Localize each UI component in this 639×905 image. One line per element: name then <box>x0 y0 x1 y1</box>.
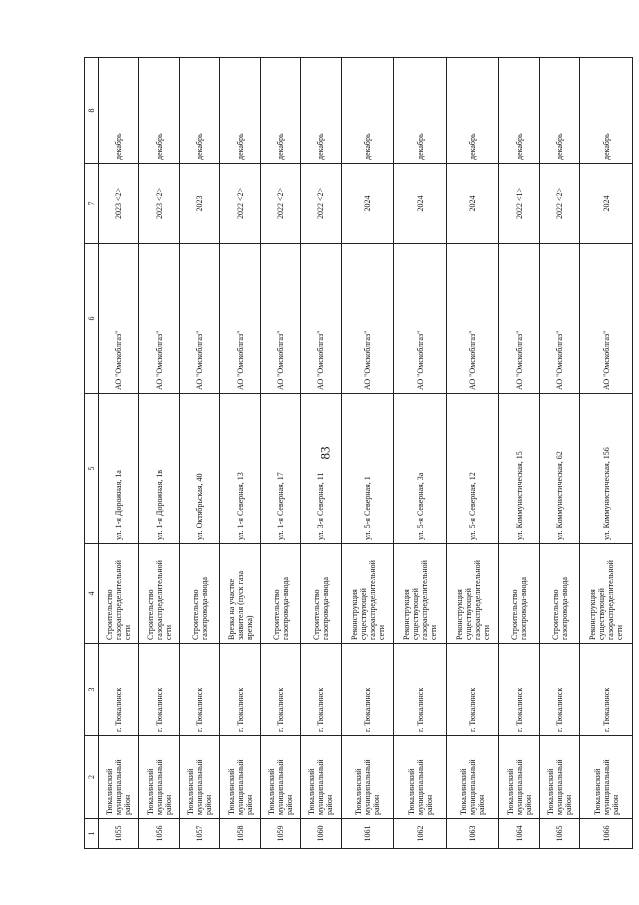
cell-org: АО "Омскоблгаз" <box>499 244 539 394</box>
cell-year: 2023 <2> <box>99 164 139 244</box>
cell-district: Тюкалинский муниципальный район <box>99 736 139 819</box>
column-header: 2 <box>85 736 99 819</box>
cell-city: г. Тюкалинск <box>539 644 579 736</box>
cell-work: Строительство газопровода-ввода <box>301 544 341 644</box>
cell-org: АО "Омскоблгаз" <box>139 244 179 394</box>
cell-work: Реконструкция существующей газораспределительной сети <box>341 544 394 644</box>
cell-year: 2023 <box>179 164 219 244</box>
cell-city: г. Тюкалинск <box>99 644 139 736</box>
cell-org: АО "Омскоблгаз" <box>220 244 260 394</box>
cell-month: декабрь <box>341 58 394 164</box>
cell-year: 2024 <box>580 164 633 244</box>
cell-no: 1055 <box>99 819 139 849</box>
cell-month: декабрь <box>499 58 539 164</box>
cell-work: Строительство газопровода-ввода <box>539 544 579 644</box>
cell-address: ул. Коммунистическая, 156 <box>580 394 633 544</box>
cell-work: Реконструкция существующей газораспределительной сети <box>394 544 447 644</box>
cell-district: Тюкалинский муниципальный район <box>139 736 179 819</box>
cell-org: АО "Омскоблгаз" <box>539 244 579 394</box>
column-header: 8 <box>85 58 99 164</box>
cell-work: Врезка на участке заявителя (пуск газа врезка) <box>220 544 260 644</box>
cell-month: декабрь <box>301 58 341 164</box>
table-header-row <box>85 58 99 849</box>
cell-no: 1056 <box>139 819 179 849</box>
cell-no: 1058 <box>220 819 260 849</box>
cell-work: Строительство газораспределительной сети <box>99 544 139 644</box>
cell-address: ул. 5-я Северная, 12 <box>446 394 499 544</box>
cell-work: Реконструкция существующей газораспределительной сети <box>580 544 633 644</box>
cell-address: ул. 3-я Северная, 11 <box>301 394 341 544</box>
cell-no: 1061 <box>341 819 394 849</box>
cell-city: г. Тюкалинск <box>179 644 219 736</box>
cell-district: Тюкалинский муниципальный район <box>341 736 394 819</box>
cell-address: ул. Коммунистическая, 62 <box>539 394 579 544</box>
cell-year: 2022 <2> <box>260 164 300 244</box>
cell-month: декабрь <box>99 58 139 164</box>
cell-no: 1057 <box>179 819 219 849</box>
cell-month: декабрь <box>139 58 179 164</box>
cell-city: г. Тюкалинск <box>499 644 539 736</box>
table-row <box>341 58 394 849</box>
cell-org: АО "Омскоблгаз" <box>580 244 633 394</box>
cell-org: АО "Омскоблгаз" <box>341 244 394 394</box>
cell-org: АО "Омскоблгаз" <box>99 244 139 394</box>
cell-year: 2022 <2> <box>539 164 579 244</box>
cell-district: Тюкалинский муниципальный район <box>220 736 260 819</box>
column-header: 4 <box>85 544 99 644</box>
cell-year: 2024 <box>446 164 499 244</box>
cell-district: Тюкалинский муниципальный район <box>446 736 499 819</box>
column-header: 7 <box>85 164 99 244</box>
cell-year: 2022 <2> <box>301 164 341 244</box>
cell-org: АО "Омскоблгаз" <box>394 244 447 394</box>
cell-district: Тюкалинский муниципальный район <box>394 736 447 819</box>
column-header: 6 <box>85 244 99 394</box>
cell-year: 2023 <2> <box>139 164 179 244</box>
cell-org: АО "Омскоблгаз" <box>446 244 499 394</box>
cell-district: Тюкалинский муниципальный район <box>260 736 300 819</box>
table-row <box>179 58 219 849</box>
cell-year: 2022 <2> <box>220 164 260 244</box>
table-row <box>99 58 139 849</box>
cell-district: Тюкалинский муниципальный район <box>539 736 579 819</box>
table-container <box>84 58 633 849</box>
cell-district: Тюкалинский муниципальный район <box>580 736 633 819</box>
cell-work: Строительство газораспределительной сети <box>139 544 179 644</box>
column-header: 5 <box>85 394 99 544</box>
cell-no: 1063 <box>446 819 499 849</box>
cell-month: декабрь <box>394 58 447 164</box>
cell-org: АО "Омскоблгаз" <box>179 244 219 394</box>
cell-district: Тюкалинский муниципальный район <box>499 736 539 819</box>
cell-city: г. Тюкалинск <box>139 644 179 736</box>
cell-month: декабрь <box>539 58 579 164</box>
cell-month: декабрь <box>446 58 499 164</box>
table-row <box>260 58 300 849</box>
table-row <box>446 58 499 849</box>
cell-address: ул. 1-я Дорожная, 1в <box>139 394 179 544</box>
cell-city: г. Тюкалинск <box>580 644 633 736</box>
table-row <box>220 58 260 849</box>
cell-month: декабрь <box>580 58 633 164</box>
schedule-table <box>84 57 633 849</box>
cell-month: декабрь <box>260 58 300 164</box>
cell-work: Строительство газопровода-ввода <box>179 544 219 644</box>
cell-year: 2024 <box>394 164 447 244</box>
cell-address: ул. 1-я Северная, 17 <box>260 394 300 544</box>
cell-city: г. Тюкалинск <box>301 644 341 736</box>
cell-city: г. Тюкалинск <box>260 644 300 736</box>
table-row <box>394 58 447 849</box>
table-row <box>499 58 539 849</box>
cell-year: 2024 <box>341 164 394 244</box>
cell-address: ул. Октябрьская, 40 <box>179 394 219 544</box>
cell-address: ул. Коммунистическая, 15 <box>499 394 539 544</box>
cell-district: Тюкалинский муниципальный район <box>301 736 341 819</box>
cell-district: Тюкалинский муниципальный район <box>179 736 219 819</box>
cell-address: ул. 5-я Северная, 3а <box>394 394 447 544</box>
table-row <box>301 58 341 849</box>
cell-year: 2022 <1> <box>499 164 539 244</box>
cell-no: 1064 <box>499 819 539 849</box>
cell-work: Строительство газопровода-ввода <box>499 544 539 644</box>
cell-city: г. Тюкалинск <box>394 644 447 736</box>
rotated-table-frame <box>84 58 633 849</box>
cell-org: АО "Омскоблгаз" <box>260 244 300 394</box>
cell-address: ул. 5-я Северная, 1 <box>341 394 394 544</box>
cell-work: Строительство газопровода-ввода <box>260 544 300 644</box>
cell-address: ул. 1-я Северная, 13 <box>220 394 260 544</box>
cell-work: Реконструкция существующей газораспределительной сети <box>446 544 499 644</box>
cell-month: декабрь <box>220 58 260 164</box>
cell-city: г. Тюкалинск <box>220 644 260 736</box>
cell-no: 1065 <box>539 819 579 849</box>
cell-no: 1059 <box>260 819 300 849</box>
page-number-text: 83 <box>317 446 332 460</box>
cell-month: декабрь <box>179 58 219 164</box>
cell-address: ул. 1-я Дорожная, 1а <box>99 394 139 544</box>
table-row <box>139 58 179 849</box>
column-header: 3 <box>85 644 99 736</box>
cell-no: 1066 <box>580 819 633 849</box>
cell-org: АО "Омскоблгаз" <box>301 244 341 394</box>
cell-no: 1062 <box>394 819 447 849</box>
cell-no: 1060 <box>301 819 341 849</box>
table-row <box>580 58 633 849</box>
cell-city: г. Тюкалинск <box>341 644 394 736</box>
table-row <box>539 58 579 849</box>
cell-city: г. Тюкалинск <box>446 644 499 736</box>
column-header: 1 <box>85 819 99 849</box>
